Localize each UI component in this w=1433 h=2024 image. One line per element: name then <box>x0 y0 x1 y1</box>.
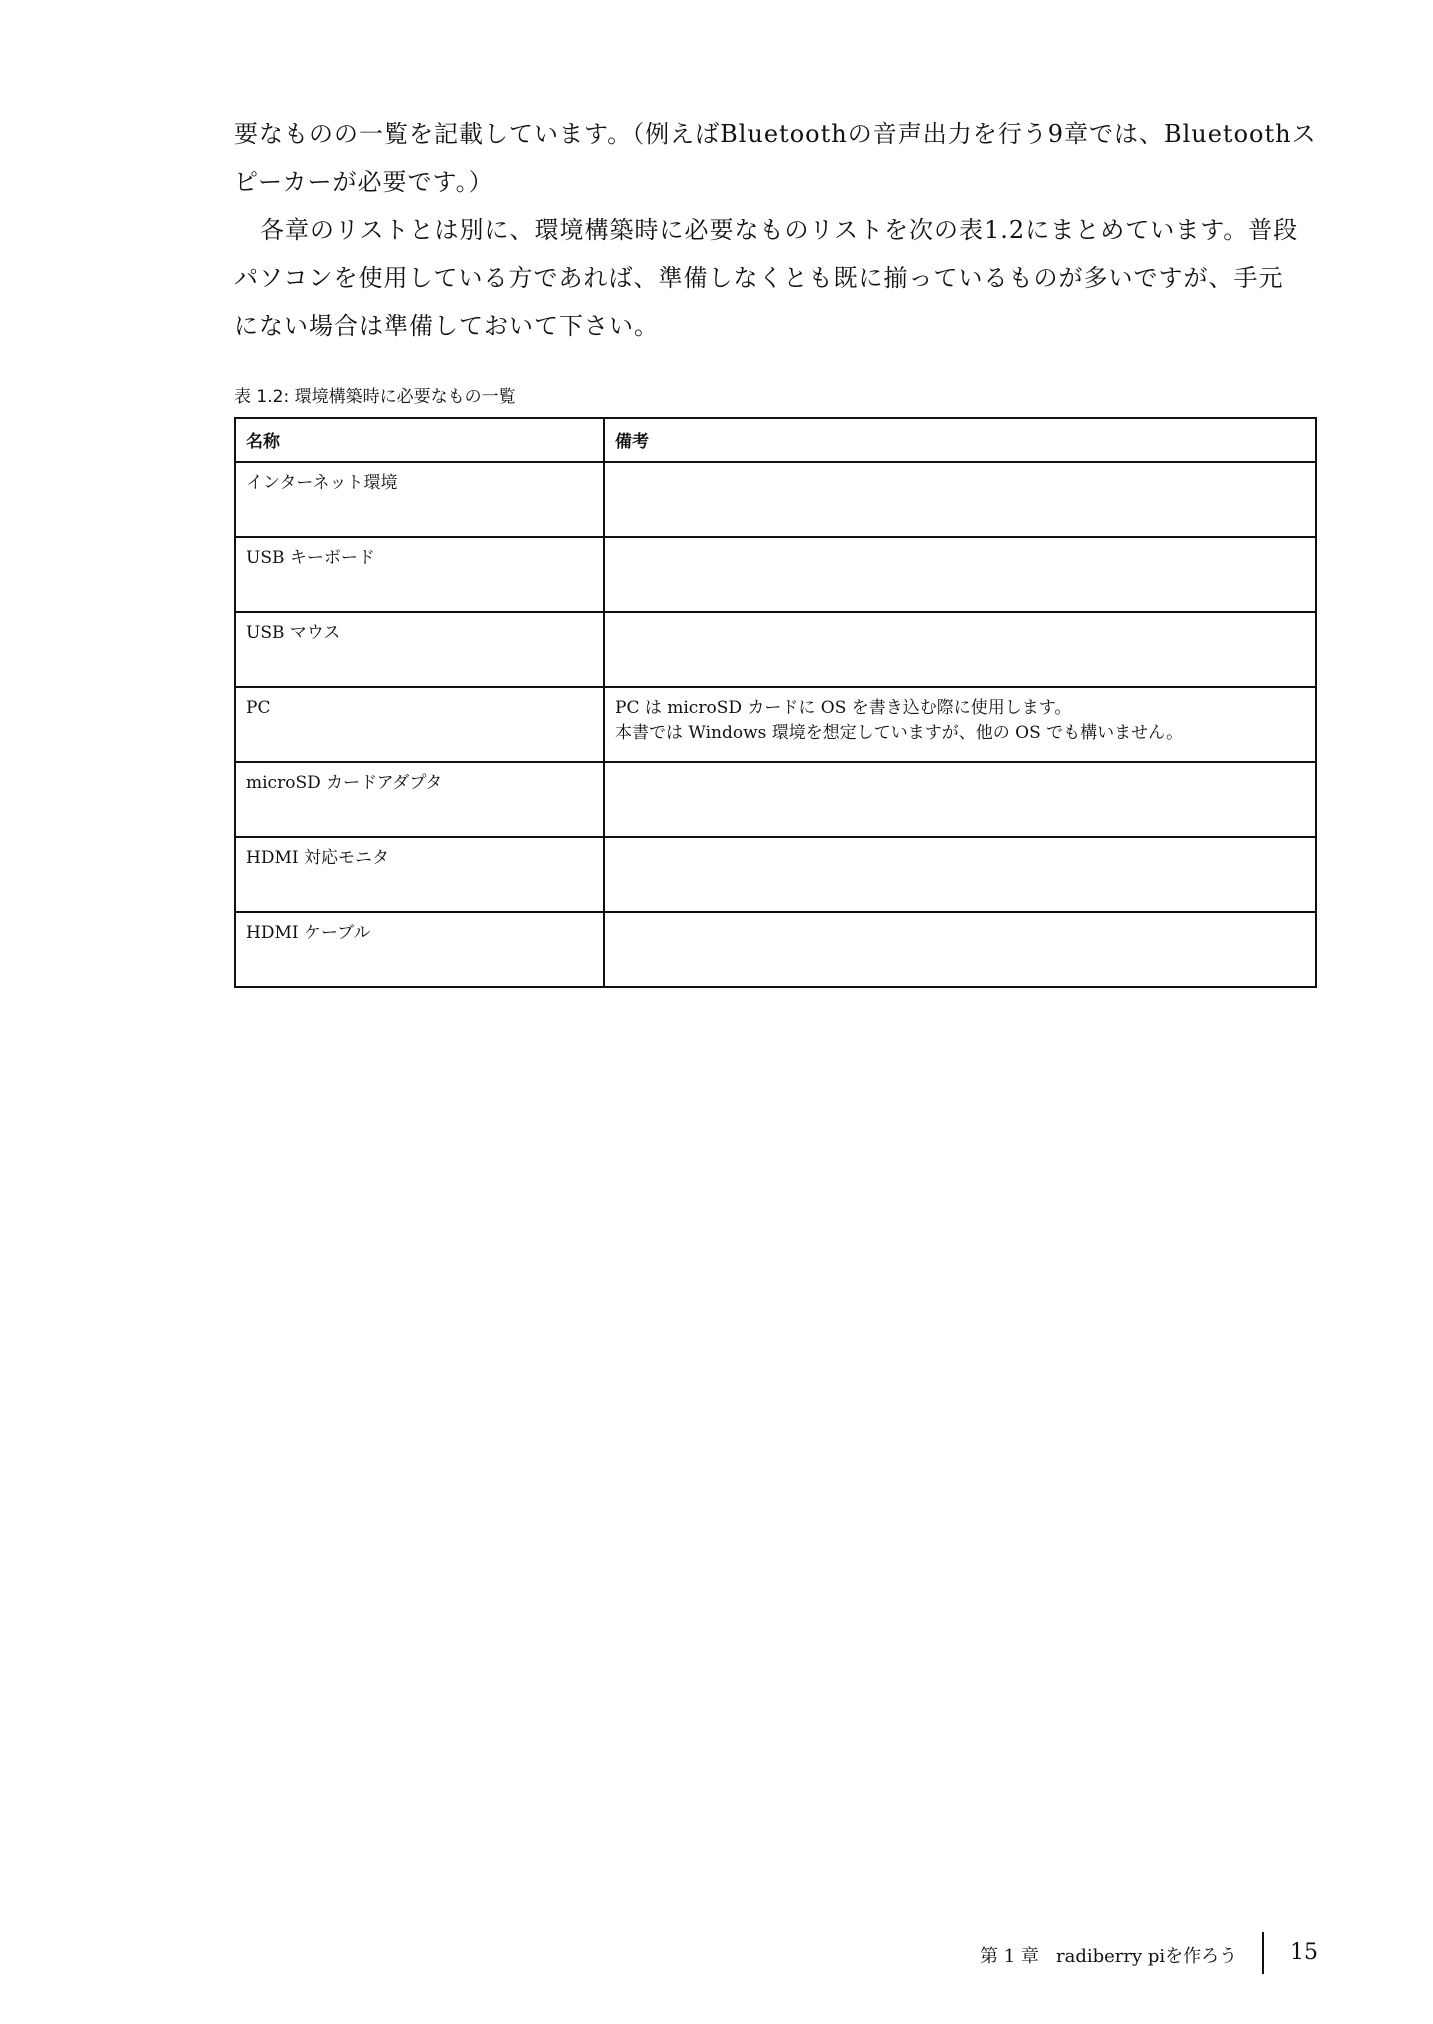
body-paragraph-1 <box>234 110 1316 206</box>
item-notes-cell <box>604 837 1316 912</box>
item-notes-cell <box>604 612 1316 687</box>
item-name-cell: インターネット環境 <box>235 462 604 537</box>
column-header-notes: 備考 <box>604 418 1316 462</box>
page-number: 15 <box>1290 1940 1318 1965</box>
footer-title: radiberry piを作ろう <box>1056 1946 1238 1967</box>
table-row <box>235 537 1316 612</box>
paragraph-line: 各章のリストとは別に、環境構築時に必要なものリストを次の表1.2にまとめています。普段 <box>260 216 1299 244</box>
item-notes-cell <box>604 912 1316 987</box>
column-header-name: 名称 <box>235 418 604 462</box>
table-row <box>235 762 1316 837</box>
note-line: PC は microSD カードに OS を書き込む際に使用します。 <box>615 698 1072 718</box>
item-notes-cell <box>604 762 1316 837</box>
table-row <box>235 837 1316 912</box>
table-caption: 表 1.2: 環境構築時に必要なもの一覧 <box>234 387 516 407</box>
table-row <box>235 687 1316 762</box>
item-name-cell: HDMI ケーブル <box>235 912 604 987</box>
paragraph-line: にない場合は準備しておいて下さい。 <box>234 312 659 340</box>
footer-divider <box>1262 1932 1264 1974</box>
table-row <box>235 912 1316 987</box>
table-row <box>235 462 1316 537</box>
paragraph-line: ピーカーが必要です。） <box>234 168 494 196</box>
item-name-cell: PC <box>235 687 604 762</box>
table-header-row <box>235 418 1316 462</box>
item-name-cell: USB マウス <box>235 612 604 687</box>
footer-chapter: 第 1 章 <box>980 1946 1039 1967</box>
item-name-cell: USB キーボード <box>235 537 604 612</box>
item-name-cell: HDMI 対応モニタ <box>235 837 604 912</box>
body-paragraph-2 <box>234 206 1316 350</box>
requirements-table <box>234 417 1317 988</box>
item-notes-cell <box>604 687 1316 762</box>
paragraph-line: パソコンを使用している方であれば、準備しなくとも既に揃っているものが多いですが、手元 <box>234 264 1284 292</box>
note-line: 本書では Windows 環境を想定していますが、他の OS でも構いません。 <box>615 723 1184 743</box>
paragraph-line: 要なものの一覧を記載しています。（例えばBluetoothの音声出力を行う9章では、Bluetoothス <box>234 120 1317 148</box>
table-row <box>235 612 1316 687</box>
item-notes-cell <box>604 462 1316 537</box>
item-notes-cell <box>604 537 1316 612</box>
item-name-cell: microSD カードアダプタ <box>235 762 604 837</box>
